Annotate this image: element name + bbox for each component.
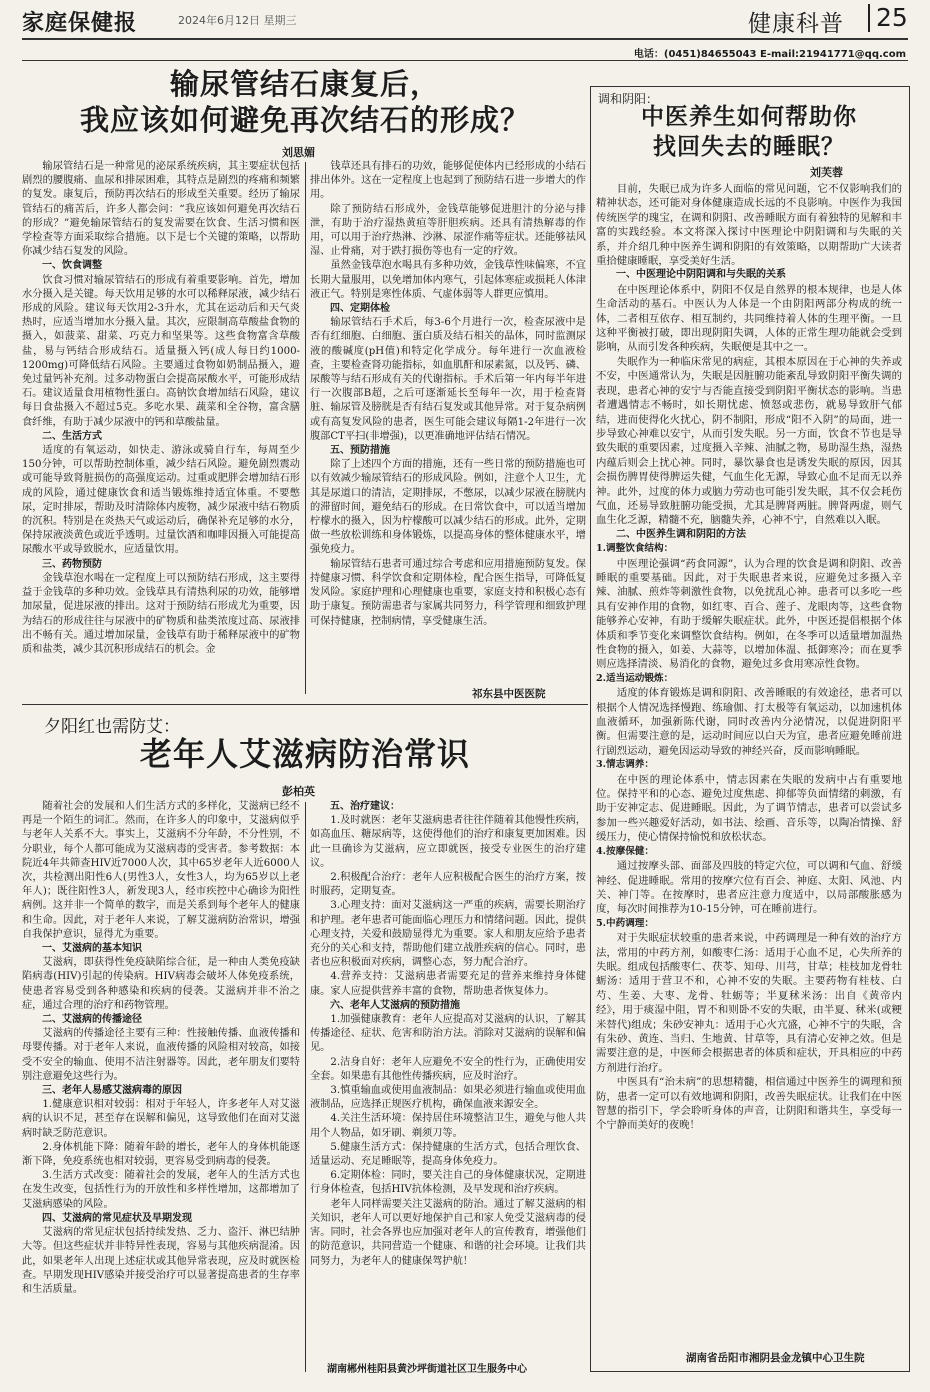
section-heading: 五、预防措施 [330,445,390,457]
section-heading: 四、定期体检 [330,303,390,315]
article3-title-line1: 中医养生如何帮助你 [641,103,857,130]
paragraph: 1.健康意识相对较弱：相对于年轻人，许多老年人对艾滋病的认识不足，甚至存在误解和偏见，这导致他们在面对艾滋病时缺乏防范意识。 [22,1099,300,1139]
article1-title-line2: 我应该如何避免再次结石的形成？ [79,103,530,137]
section-heading: 3.情志调养： [596,759,654,771]
paragraph: 3.心理支持：面对艾滋病这一严重的疾病，需要长期治疗和护理。老年患者可能面临心理压力和情绪问题。因此，提供心理支持，关爱和鼓励显得尤为重要。家人和朋友应给予患者充分的关心和支持，帮助他们建立战胜疾病的信心。同时，患者也应积极面对疾病，调整心态，努力配合治疗。 [310,900,586,969]
section-heading: 二、中医养生调和阴阳的方法 [616,528,746,540]
column-rule [305,162,306,694]
section-heading: 三、药物预防 [42,558,102,570]
paragraph: 输尿管结石手术后，每3-6个月进行一次，检查尿液中是否有红细胞、白细胞、蛋白质及结石相关的晶体，同时监测尿液的酸碱度(pH值)和特定化学成分。每年进行一次血液检查，主要检查肾功能指标，如血肌酐和尿素氮，以及钙、磷、尿酸等与结石形成有关的代谢指标。手术后第一年内每半年进行一次腹部B超，之后可逐渐延长至每年一次，用于检查肾脏、输尿管及膀胱是否有结石复发或其他异常。对于复杂病例或有高复发风险的患者，医生可能会建议每隔1-2年进行一次腹部CT平扫(非增强)，以更准确地评估结石情况。 [310,317,586,442]
article3-source: 湖南省岳阳市湘阴县金龙镇中心卫生院 [686,1352,865,1364]
paragraph: 在中医理论体系中，阴阳不仅是自然界的根本规律，也是人体生命活动的基石。中医认为人体是一个由阴阳两部分构成的统一体，二者相互依存、相互制约，共同维持着人体的生理平衡。一旦这种平衡被打破，即出现阴阳失调，人体的正常生理功能就会受到影响，从而引发各种疾病，失眠便是其中之一。 [596,283,902,354]
paragraph: 金钱草泡水喝在一定程度上可以预防结石形成，这主要得益于金钱草的多种功效。金钱草具有清热利尿的功效，能够增加尿量，促进尿液的排出。这对于预防结石形成尤为重要，因为结石的形成往往与尿液中的矿物质和盐类浓度过高、尿液排出不畅有关。通过增加尿量，金钱草有助于稀释尿液中的矿物质和盐类，减少其沉积形成结石的机会。金 [22,572,300,655]
header-rule [22,38,908,40]
article3-kicker: 调和阴阳： [598,92,659,106]
paragraph: 艾滋病的传播途径主要有三种：性接触传播、血液传播和母婴传播。对于老年人来说，血液传播的风险相对较高，如接受不安全的输血、使用不洁注射器等。因此，老年朋友们要特别注意避免这些行为。 [22,1028,300,1082]
article2-author: 彭柏英 [282,785,315,798]
section-heading: 一、艾滋病的基本知识 [42,943,142,955]
paragraph: 艾滋病，即获得性免疫缺陷综合征，是一种由人类免疫缺陷病毒(HIV)引起的传染病。HIV病毒会破坏人体免疫系统，使患者容易受到各种感染和疾病的侵袭。艾滋病并非不治之症，通过合理的治疗和药物管理。 [22,957,300,1011]
article3-author: 刘芙蓉 [810,166,843,179]
page-number: 25 [868,4,908,32]
paragraph: 艾滋病的常见症状包括持续发热、乏力、盗汗、淋巴结肿大等。但这些症状并非特异性表现，容易与其他疾病混淆。因此，如果老年人出现上述症状或其他异常表现，应及时就医检查。早期发现HIV感染并接受治疗可以显著提高患者的生存率和生活质量。 [22,1227,300,1295]
paragraph: 中医理论强调“药食同源”，认为合理的饮食是调和阴阳、改善睡眠的重要基础。因此，对于失眠患者来说，应避免过多摄入辛辣、油腻、煎炸等刺激性食物，以免扰乱心神。患者可以多吃一些具有安神作用的食物，如红枣、百合、莲子、龙眼肉等，这些食物能够养心安神，有助于缓解失眠症状。此外，中医还提倡根据个体体质和季节变化来调整饮食结构。例如，在冬季可以适量增加温热性食物的摄入，如姜、大蒜等，以增加体温、抵御寒冷；而在夏季则应选择清淡、易消化的食物，避免过多食用寒凉性食物。 [596,557,902,671]
section-heading: 五、治疗建议： [330,801,400,812]
paragraph: 输尿管结石患者可通过综合考虑和应用措施预防复发。保持健康习惯、科学饮食和定期体检，配合医生指导，可降低复发风险。家庭护理和心理健康也重要，家庭支持和积极心态有助于康复。预防需患者与家属共同努力，科学管理和细致护理可保持健康，控制病情，享受健康生活。 [310,558,586,627]
paragraph: 中医具有“治未病”的思想精髓，相信通过中医养生的调理和预防，患者一定可以有效地调和阴阳，改善失眠症状。让我们在中医智慧的指引下，学会聆听身体的声音，让阴阳和谐共生，享受每一个宁静而美好的夜晚！ [596,1076,902,1132]
section-heading: 1.调整饮食结构： [596,543,674,555]
paragraph: 3.慎重输血或使用血液制品：如果必须进行输血或使用血液制品，应选择正规医疗机构，确保血液来源安全。 [310,1085,586,1111]
paragraph: 除了上述四个方面的措施，还有一些日常的预防措施也可以有效减少输尿管结石的形成风险。例如，注意个人卫生，尤其是尿道口的清洁，定期排尿，不憋尿，以减少尿液在膀胱内的滞留时间，避免结石的形成。在日常饮食中，可以适当增加柠檬水的摄入，因为柠檬酸可以减少结石的形成。此外，定期做一些放松训练和身体锻炼，以提高身体的整体健康水平，增强免疫力。 [310,459,586,556]
paragraph: 失眠作为一种临床常见的病症，其根本原因在于心神的失养或不安，中医通常认为，失眠是因脏腑功能紊乱导致阴阳平衡失调的表现，患者心神的安宁与否能直接受到阴阳平衡状态的影响。当患者遭遇情志不畅时，如长期忧虑、愤怒或悲伤，就易导致肝气郁结，进而使得化火扰心，阴不制阳，形成“阳不入阴”的局面，进一步导致心神难以安宁，从而引发失眠。另一方面，饮食不节也是导致失眠的重要因素，过度摄入辛辣、油腻之物，易助湿生热，湿热内蕴后则会上扰心神。同时，暴饮暴食也是诱发失眠的原因，因其会损伤脾胃使得脾运失健，气血生化无源，导致心血不足而无以养神。此外，过度的体力或脑力劳动也可能引发失眠，其不仅会耗伤气血，还易导致脏腑功能受损，尤其是脾肾两脏。脾肾两虚，则气血生化乏源，精髓不充，脑髓失养，心神不宁，自然难以入眠。 [596,355,902,527]
paragraph: 除了预防结石形成外，金钱草能够促进胆汁的分泌与排泄，有助于治疗湿热黄疸等肝胆疾病。还具有清热解毒的作用，可以用于治疗热淋、沙淋、尿涩作痛等症状。还能够祛风湿、止骨痛，对于跌打损伤等也有一定的疗效。 [310,203,586,258]
section-heading: 一、饮食调整 [42,260,102,272]
article1-author: 刘思媚 [282,146,315,159]
paragraph: 2.积极配合治疗：老年人应积极配合医生的治疗方案，按时服药，定期复查。 [310,872,586,898]
issue-date: 2024年6月12日 星期三 [178,14,297,27]
article1-title [22,66,588,138]
article1-column-2 [310,160,586,684]
article2-column-2 [310,800,586,1360]
section-heading: 二、生活方式 [42,430,102,442]
paragraph: 虽然金钱草泡水喝具有多种功效，金钱草性味偏寒，不宜长期大量服用，以免增加体内寒气，引起体寒症或损耗人体津液正气。特别是寒性体质、气虚体弱等人群更应慎用。 [310,260,586,300]
paragraph: 2.洁身自好：老年人应避免不安全的性行为，正确使用安全套。如果患有其他性传播疾病，应及时治疗。 [310,1056,586,1082]
section-heading: 六、老年人艾滋病的预防措施 [330,999,460,1011]
paragraph: 通过按摩头部、面部及四肢的特定穴位，可以调和气血、舒缓神经、促进睡眠。常用的按摩穴位有百会、神庭、太阳、风池、内关、神门等。在按摩时，患者应注意力度适中，以局部酸胀感为度，每次时间推荐为10-15分钟，可在睡前进行。 [596,860,902,916]
article1-source: 祁东县中医医院 [472,688,546,700]
paragraph: 钱草还具有排石的功效，能够促使体内已经形成的小结石排出体外。这在一定程度上也起到了预防结石进一步增大的作用。 [310,161,586,201]
paragraph: 适度的有氧运动，如快走、游泳或骑自行车，每周至少150分钟，可以帮助控制体重，减少结石风险。避免剧烈震动或可能导致肾脏损伤的高强度运动。过重或肥胖会增加结石形成的风险，通过健康饮食和适当锻炼维持适宜体重。不要憋尿，定时排尿，帮助及时清除体内废物，减少尿液中结石物质的沉积。特别是在炎热天气或运动后，确保补充足够的水分，保持尿液淡黄色或近乎透明。过量饮酒和咖啡因摄入可能提高尿酸水平或导致脱水，应适量饮用。 [22,445,300,556]
article2-title: 老年人艾滋病防治常识 [139,735,470,773]
column-rule [305,802,306,1372]
article2-column-1 [22,800,300,1378]
paragraph: 2.身体机能下降：随着年龄的增长，老年人的身体机能逐渐下降，免疫系统也相对较弱，更容易受到病毒的侵袭。 [22,1141,300,1168]
paragraph: 输尿管结石是一种常见的泌尿系统疾病，其主要症状包括剧烈的腰腹痛、血尿和排尿困难，其特点是剧烈的疼痛和频繁的复发。康复后，预防再次结石的形成至关重要。经历了输尿管结石的痛苦后，许多人都会问：“我应该如何避免再次结石的形成？”避免输尿管结石的复发需要在饮食、生活习惯和医学检查等方面采取综合措施。以下是七个关键的策略，以帮助你减少结石复发的风险。 [22,161,300,258]
article3-title [592,102,906,162]
paragraph: 目前，失眠已成为许多人面临的常见问题，它不仅影响我们的精神状态，还可能对身体健康造成长远的不良影响。中医作为我国传统医学的瑰宝，在调和阴阳、改善睡眠方面有着独特的见解和丰富的实践经验。本文将深入探讨中医理论中阴阳调和与失眠的关系，并介绍几种中医养生调和阴阳的有效策略，以期帮助广大读者重拾健康睡眠，享受美好生活。 [596,183,902,268]
section-heading: 一、中医理论中阴阳调和与失眠的关系 [616,269,786,281]
paragraph: 适度的体育锻炼是调和阴阳、改善睡眠的有效途径，患者可以根据个人情况选择慢跑、练瑜伽、打太极等有氧运动，以加速机体血液循环，加强新陈代谢，同时改善内分泌情况，以促进阴阳平衡。但需要注意的是，运动时间应以白天为宜，患者应避免睡前进行剧烈运动，避免因运动导致的神经兴奋，反而影响睡眠。 [596,687,902,757]
paragraph: 3.生活方式改变：随着社会的发展，老年人的生活方式也在发生改变，包括性行为的开放性和多样性增加，这都增加了艾滋病感染的风险。 [22,1170,300,1210]
section-heading: 2.适当运动锻炼： [596,672,674,684]
section-heading: 三、老年人易感艾滋病毒的原因 [42,1085,182,1097]
section-heading: 5.中药调理： [596,917,654,929]
article2-source: 湖南郴州桂阳县黄沙坪街道社区卫生服务中心 [327,1364,527,1375]
section-heading: 4.按摩保健： [596,845,654,857]
section-name: 健康科普 [748,11,844,37]
paragraph: 对于失眠症状较重的患者来说，中药调理是一种有效的治疗方法，常用的中药方剂，如酸枣仁汤：适用于心血不足，心失所养的失眠。组成包括酸枣仁、茯苓、知母、川芎，甘草；桂枝加龙骨牡蛎汤：适用于营卫不和，心神不安的失眠。主要药物有桂枝、白芍、生姜、大枣、龙骨、牡蛎等；半夏秫米汤：出自《黄帝内经》，用于痰湿中阻，胃不和则卧不安的失眠，由半夏、秫米(或粳米替代)组成；朱砂安神丸：适用于心火亢盛，心神不宁的失眠，含有朱砂、黄连、当归、生地黄、甘草等，具有清心安神之效。但是需要注意的是，中医师会根据患者的体质和症状，开具相应的中药方剂进行治疗。 [596,932,902,1074]
paragraph: 饮食习惯对输尿管结石的形成有着重要影响。首先，增加水分摄入是关键。每天饮用足够的水可以稀释尿液，减少结石形成的风险。建议每天饮用2-3升水，尤其在运动后和天气炎热时，应适当增加水分摄入量。其次，应限制高草酸盐食物的摄入，如菠菜、甜菜、巧克力和坚果等。这些食物富含草酸盐，易与钙结合形成结石。适量摄入钙(成人每日约1000-1200mg)可降低结石风险。主要通过食物如奶制品摄入，避免过量钙补充剂。过多动物蛋白会提高尿酸水平，可能形成结石。建议适量食用植物性蛋白。高钠饮食增加结石风险，建议每日食盐摄入不超过5克。多吃水果、蔬菜和全谷物，富含膳食纤维，有助于减少尿液中的钙和草酸盐量。 [22,274,300,428]
paragraph: 6.定期体检：同时，要关注自己的身体健康状况，定期进行身体检查，包括HIV抗体检测，及早发现和治疗疾病。 [310,1170,586,1196]
article1-title-line1: 输尿管结石康复后， [169,67,440,101]
article-divider [22,704,588,705]
article3-title-line2: 找回失去的睡眠？ [653,133,845,160]
paragraph: 随着社会的发展和人们生活方式的多样化，艾滋病已经不再是一个陌生的词汇。然而，在许多人的印象中，艾滋病似乎与老年人关系不大。事实上，艾滋病不分年龄，不分性别，不分职业，每个人都可能成为艾滋病毒的受害者。参考数据：本院近4年共筛查HIV近7000人次，其中65岁老年人近6000人次，共检测出阳性6人(男性3人，女性3人，均为65岁以上老年人)；既往阳性3人，新发现3人，经市疾控中心确诊为阳性病例。这并非一个简单的数字，而是关系到每个老年人的健康和生命。因此，对于老年人来说，了解艾滋病防治常识，增强自我保护意识，显得尤为重要。 [22,801,300,940]
article3-body [596,182,902,1344]
paragraph: 老年人同样需要关注艾滋病的防治。通过了解艾滋病的相关知识，老年人可以更好地保护自己和家人免受艾滋病毒的侵害。同时，社会各界也应加强对老年人的宣传教育，增强他们的防范意识，共同营造一个健康、和谐的社会环境。让我们共同努力，为老年人的健康保驾护航！ [310,1198,586,1267]
paragraph: 在中医的理论体系中，情志因素在失眠的发病中占有重要地位。保持平和的心态、避免过度焦虑、抑郁等负面情绪的刺激，有助于安神定志、促进睡眠。因此，为了调节情志，患者可以尝试多参加一些兴趣爱好活动，如书法、绘画、音乐等，以陶冶情操、舒缓压力，使心情保持愉悦和放松状态。 [596,773,902,844]
contact-rule [22,60,908,61]
newspaper-name: 家庭保健报 [22,10,138,36]
paragraph: 1.及时就医：老年艾滋病患者往往伴随着其他慢性疾病，如高血压、糖尿病等，这使得他们的治疗和康复更加困难。因此一旦确诊为艾滋病，应立即就医，接受专业医生的治疗建议。 [310,815,586,869]
paragraph: 4.营养支持：艾滋病患者需要充足的营养来维持身体健康。家人应提供营养丰富的食物，帮助患者恢复体力。 [310,971,586,997]
section-heading: 四、艾滋病的常见症状及早期发现 [42,1212,192,1224]
paragraph: 4.关注生活环境：保持居住环境整洁卫生，避免与他人共用个人物品，如牙刷、剃须刀等。 [310,1113,586,1139]
paragraph: 1.加强健康教育：老年人应提高对艾滋病的认识，了解其传播途径、症状、危害和防治方法。消除对艾滋病的误解和偏见。 [310,1014,586,1054]
page-header [0,0,930,42]
article2-kicker: 夕阳红也需防艾： [44,717,180,737]
contact-info: 电话：(0451)84655043 E-mail:21941771@qq.com [633,49,906,60]
section-heading: 二、艾滋病的传播途径 [42,1014,142,1026]
article1-column-1 [22,160,300,700]
paragraph: 5.健康生活方式：保持健康的生活方式，包括合理饮食、适量运动、充足睡眠等，提高身体免疫力。 [310,1141,586,1168]
